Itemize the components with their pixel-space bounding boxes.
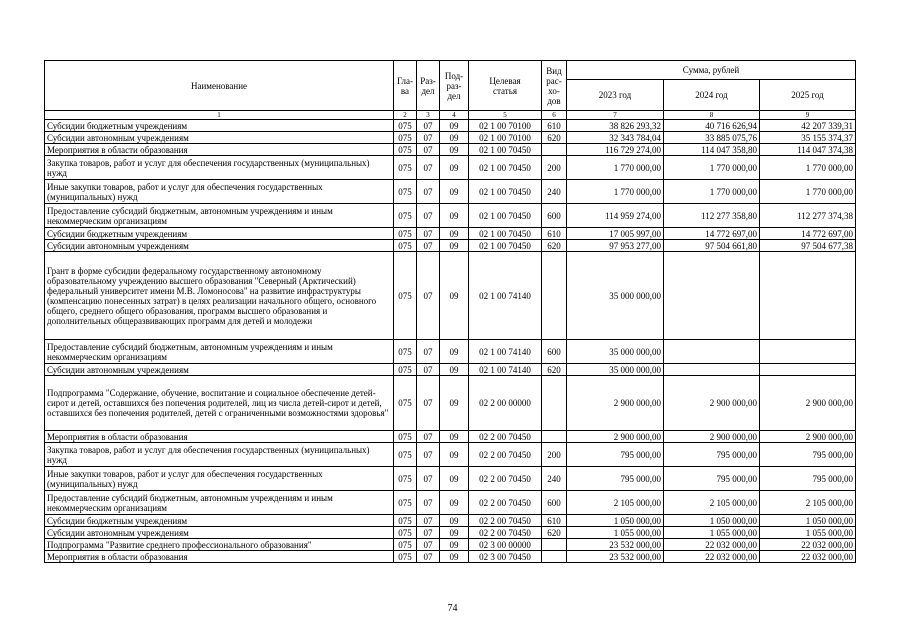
row-amount-2025: 14 772 697,00 [760, 228, 856, 240]
row-amount-2024: 795 000,00 [664, 467, 760, 491]
row-podrazdel: 09 [440, 467, 469, 491]
column-index: 9 [760, 111, 856, 120]
row-amount-2023: 116 729 274,00 [567, 144, 664, 156]
column-index: 2 [394, 111, 417, 120]
row-razdel: 07 [417, 551, 440, 563]
row-glava: 075 [394, 515, 417, 527]
header-glava: Гла- ва [394, 61, 417, 111]
column-index: 4 [440, 111, 469, 120]
row-tselevaya: 02 1 00 70450 [469, 204, 542, 228]
header-razdel: Раз- дел [417, 61, 440, 111]
row-amount-2025: 35 155 374,37 [760, 132, 856, 144]
row-podrazdel: 09 [440, 431, 469, 443]
row-name: Грант в форме субсидии федеральному государственному автономному образовательному учреждению высшего образования "Северный (Арктический) федеральный университет имени М.В. Ломоносова" на развитие инфраструктуры (компенсацию понесенных затрат) в целях реализации начального общего, основного общего, среднего общего образования, программ высшего образования и дополнительных общеразвивающих программ для детей и молодежи [45, 252, 394, 340]
row-podrazdel: 09 [440, 527, 469, 539]
row-name: Подпрограмма "Развитие среднего профессионального образования" [45, 539, 394, 551]
table-row [45, 467, 856, 491]
row-amount-2025: 1 050 000,00 [760, 515, 856, 527]
row-glava: 075 [394, 340, 417, 364]
row-razdel: 07 [417, 340, 440, 364]
row-amount-2023: 795 000,00 [567, 443, 664, 467]
table-row [45, 120, 856, 132]
budget-table [44, 60, 856, 563]
row-amount-2024: 1 770 000,00 [664, 180, 760, 204]
row-amount-2023: 2 900 000,00 [567, 431, 664, 443]
column-index: 3 [417, 111, 440, 120]
row-amount-2025: 1 770 000,00 [760, 156, 856, 180]
row-glava: 075 [394, 527, 417, 539]
header-summa: Сумма, рублей [567, 61, 856, 80]
row-amount-2023: 23 532 000,00 [567, 551, 664, 563]
table-row [45, 515, 856, 527]
row-amount-2024: 14 772 697,00 [664, 228, 760, 240]
row-amount-2025: 795 000,00 [760, 443, 856, 467]
row-amount-2023: 35 000 000,00 [567, 364, 664, 376]
row-name: Мероприятия в области образования [45, 551, 394, 563]
row-vid: 200 [542, 156, 567, 180]
row-amount-2024: 33 885 075,76 [664, 132, 760, 144]
row-name: Мероприятия в области образования [45, 144, 394, 156]
row-amount-2024 [664, 252, 760, 340]
row-amount-2023: 114 959 274,00 [567, 204, 664, 228]
row-name: Субсидии автономным учреждениям [45, 132, 394, 144]
row-amount-2025: 2 900 000,00 [760, 376, 856, 431]
row-razdel: 07 [417, 204, 440, 228]
table-row [45, 364, 856, 376]
row-vid [542, 144, 567, 156]
row-amount-2023: 1 050 000,00 [567, 515, 664, 527]
row-glava: 075 [394, 539, 417, 551]
row-razdel: 07 [417, 120, 440, 132]
row-amount-2025: 97 504 677,38 [760, 240, 856, 252]
row-amount-2023: 35 000 000,00 [567, 340, 664, 364]
column-index: 1 [45, 111, 394, 120]
row-amount-2023: 32 343 784,04 [567, 132, 664, 144]
row-tselevaya: 02 2 00 70450 [469, 491, 542, 515]
row-amount-2025: 2 900 000,00 [760, 431, 856, 443]
row-amount-2024: 2 900 000,00 [664, 431, 760, 443]
row-razdel: 07 [417, 180, 440, 204]
row-razdel: 07 [417, 156, 440, 180]
row-podrazdel: 09 [440, 144, 469, 156]
row-vid: 610 [542, 515, 567, 527]
row-vid [542, 539, 567, 551]
row-amount-2025: 112 277 374,38 [760, 204, 856, 228]
row-podrazdel: 09 [440, 340, 469, 364]
row-vid [542, 252, 567, 340]
row-name: Субсидии бюджетным учреждениям [45, 515, 394, 527]
row-podrazdel: 09 [440, 120, 469, 132]
row-amount-2024: 1 770 000,00 [664, 156, 760, 180]
row-amount-2024: 114 047 358,80 [664, 144, 760, 156]
table-row [45, 443, 856, 467]
row-podrazdel: 09 [440, 539, 469, 551]
row-vid: 600 [542, 204, 567, 228]
table-row [45, 228, 856, 240]
row-glava: 075 [394, 443, 417, 467]
row-vid: 600 [542, 340, 567, 364]
row-amount-2024 [664, 364, 760, 376]
row-razdel: 07 [417, 431, 440, 443]
column-index: 7 [567, 111, 664, 120]
row-amount-2025: 2 105 000,00 [760, 491, 856, 515]
row-amount-2024: 22 032 000,00 [664, 551, 760, 563]
row-amount-2024: 112 277 358,80 [664, 204, 760, 228]
header-year-2024: 2024 год [664, 80, 760, 111]
table-row [45, 240, 856, 252]
row-amount-2023: 1 055 000,00 [567, 527, 664, 539]
table-row [45, 252, 856, 340]
row-razdel: 07 [417, 132, 440, 144]
row-glava: 075 [394, 551, 417, 563]
row-tselevaya: 02 1 00 70100 [469, 120, 542, 132]
row-podrazdel: 09 [440, 156, 469, 180]
row-razdel: 07 [417, 491, 440, 515]
row-vid [542, 551, 567, 563]
row-glava: 075 [394, 180, 417, 204]
row-amount-2024: 22 032 000,00 [664, 539, 760, 551]
row-amount-2025 [760, 340, 856, 364]
row-glava: 075 [394, 491, 417, 515]
row-podrazdel: 09 [440, 240, 469, 252]
row-amount-2023: 1 770 000,00 [567, 156, 664, 180]
row-razdel: 07 [417, 443, 440, 467]
row-amount-2025: 1 055 000,00 [760, 527, 856, 539]
row-glava: 075 [394, 156, 417, 180]
table-row [45, 431, 856, 443]
row-amount-2025 [760, 252, 856, 340]
row-amount-2023: 35 000 000,00 [567, 252, 664, 340]
table-row [45, 144, 856, 156]
row-podrazdel: 09 [440, 252, 469, 340]
row-vid: 240 [542, 467, 567, 491]
row-name: Закупка товаров, работ и услуг для обеспечения государственных (муниципальных) нужд [45, 443, 394, 467]
row-podrazdel: 09 [440, 364, 469, 376]
row-name: Предоставление субсидий бюджетным, автономным учреждениям и иным некоммерческим организациям [45, 340, 394, 364]
row-podrazdel: 09 [440, 551, 469, 563]
row-tselevaya: 02 3 00 70450 [469, 551, 542, 563]
table-header [45, 61, 856, 120]
row-podrazdel: 09 [440, 228, 469, 240]
column-index: 5 [469, 111, 542, 120]
row-amount-2024: 40 716 626,94 [664, 120, 760, 132]
header-year-2023: 2023 год [567, 80, 664, 111]
table-row [45, 376, 856, 431]
row-amount-2025: 114 047 374,38 [760, 144, 856, 156]
row-amount-2024: 795 000,00 [664, 443, 760, 467]
row-tselevaya: 02 1 00 74140 [469, 364, 542, 376]
row-glava: 075 [394, 364, 417, 376]
table-row [45, 180, 856, 204]
header-vid: Вид рас- хо- дов [542, 61, 567, 111]
row-vid: 620 [542, 364, 567, 376]
row-vid: 600 [542, 491, 567, 515]
row-vid: 240 [542, 180, 567, 204]
row-glava: 075 [394, 144, 417, 156]
row-vid: 610 [542, 228, 567, 240]
row-name: Субсидии бюджетным учреждениям [45, 228, 394, 240]
row-amount-2023: 38 826 293,32 [567, 120, 664, 132]
row-tselevaya: 02 1 00 70450 [469, 180, 542, 204]
row-tselevaya: 02 2 00 70450 [469, 467, 542, 491]
column-index: 6 [542, 111, 567, 120]
row-razdel: 07 [417, 376, 440, 431]
row-name: Закупка товаров, работ и услуг для обеспечения государственных (муниципальных) нужд [45, 156, 394, 180]
row-podrazdel: 09 [440, 376, 469, 431]
row-razdel: 07 [417, 252, 440, 340]
row-amount-2023: 1 770 000,00 [567, 180, 664, 204]
row-podrazdel: 09 [440, 132, 469, 144]
row-tselevaya: 02 2 00 70450 [469, 515, 542, 527]
row-glava: 075 [394, 204, 417, 228]
row-amount-2025: 1 770 000,00 [760, 180, 856, 204]
row-amount-2024 [664, 340, 760, 364]
row-podrazdel: 09 [440, 491, 469, 515]
row-vid: 610 [542, 120, 567, 132]
row-tselevaya: 02 2 00 70450 [469, 443, 542, 467]
row-glava: 075 [394, 228, 417, 240]
row-name: Мероприятия в области образования [45, 431, 394, 443]
row-tselevaya: 02 3 00 00000 [469, 539, 542, 551]
row-glava: 075 [394, 252, 417, 340]
row-tselevaya: 02 1 00 70100 [469, 132, 542, 144]
row-vid: 620 [542, 240, 567, 252]
row-amount-2023: 795 000,00 [567, 467, 664, 491]
table-row [45, 491, 856, 515]
row-amount-2025: 42 207 339,31 [760, 120, 856, 132]
row-tselevaya: 02 1 00 74140 [469, 340, 542, 364]
row-razdel: 07 [417, 228, 440, 240]
row-razdel: 07 [417, 364, 440, 376]
table-row [45, 204, 856, 228]
row-glava: 075 [394, 376, 417, 431]
row-amount-2024: 1 055 000,00 [664, 527, 760, 539]
row-name: Подпрограмма "Содержание, обучение, воспитание и социальное обеспечение детей-сирот и детей, оставшихся без попечения родителей, лиц из числа детей-сирот и детей, оставшихся без попечения родителей, детей с ограниченными возможностями здоровья" [45, 376, 394, 431]
row-podrazdel: 09 [440, 180, 469, 204]
row-vid: 200 [542, 443, 567, 467]
row-name: Субсидии бюджетным учреждениям [45, 120, 394, 132]
table-row [45, 340, 856, 364]
row-name: Предоставление субсидий бюджетным, автономным учреждениям и иным некоммерческим организациям [45, 491, 394, 515]
row-podrazdel: 09 [440, 204, 469, 228]
row-amount-2025: 22 032 000,00 [760, 551, 856, 563]
row-glava: 075 [394, 132, 417, 144]
row-podrazdel: 09 [440, 443, 469, 467]
row-name: Иные закупки товаров, работ и услуг для обеспечения государственных (муниципальных) нужд [45, 467, 394, 491]
row-amount-2023: 97 953 277,00 [567, 240, 664, 252]
row-vid: 620 [542, 527, 567, 539]
table-row [45, 132, 856, 144]
column-index-row [45, 111, 856, 120]
row-tselevaya: 02 1 00 70450 [469, 156, 542, 180]
row-name: Предоставление субсидий бюджетным, автономным учреждениям и иным некоммерческим организациям [45, 204, 394, 228]
row-name: Субсидии автономным учреждениям [45, 364, 394, 376]
table-row [45, 156, 856, 180]
table-row [45, 539, 856, 551]
page-number: 74 [447, 603, 458, 614]
row-amount-2023: 2 105 000,00 [567, 491, 664, 515]
header-tselevaya: Целевая статья [469, 61, 542, 111]
row-tselevaya: 02 1 00 74140 [469, 252, 542, 340]
row-glava: 075 [394, 240, 417, 252]
header-name: Наименование [45, 61, 394, 111]
row-vid: 620 [542, 132, 567, 144]
row-razdel: 07 [417, 144, 440, 156]
row-tselevaya: 02 2 00 70450 [469, 527, 542, 539]
row-razdel: 07 [417, 515, 440, 527]
row-amount-2025: 22 032 000,00 [760, 539, 856, 551]
row-name: Субсидии автономным учреждениям [45, 240, 394, 252]
header-podrazdel: Под- раз- дел [440, 61, 469, 111]
row-tselevaya: 02 1 00 70450 [469, 240, 542, 252]
row-vid [542, 431, 567, 443]
row-amount-2024: 2 900 000,00 [664, 376, 760, 431]
row-tselevaya: 02 2 00 70450 [469, 431, 542, 443]
row-tselevaya: 02 1 00 70450 [469, 144, 542, 156]
row-tselevaya: 02 1 00 70450 [469, 228, 542, 240]
row-razdel: 07 [417, 539, 440, 551]
row-name: Субсидии автономным учреждениям [45, 527, 394, 539]
row-amount-2024: 2 105 000,00 [664, 491, 760, 515]
table-row [45, 527, 856, 539]
table-row [45, 551, 856, 563]
header-year-2025: 2025 год [760, 80, 856, 111]
row-name: Иные закупки товаров, работ и услуг для обеспечения государственных (муниципальных) нужд [45, 180, 394, 204]
row-tselevaya: 02 2 00 00000 [469, 376, 542, 431]
table-body [45, 120, 856, 563]
row-glava: 075 [394, 120, 417, 132]
row-amount-2024: 1 050 000,00 [664, 515, 760, 527]
row-glava: 075 [394, 431, 417, 443]
row-amount-2025: 795 000,00 [760, 467, 856, 491]
row-amount-2023: 23 532 000,00 [567, 539, 664, 551]
row-amount-2025 [760, 364, 856, 376]
row-amount-2023: 17 005 997,00 [567, 228, 664, 240]
row-amount-2023: 2 900 000,00 [567, 376, 664, 431]
row-glava: 075 [394, 467, 417, 491]
row-podrazdel: 09 [440, 515, 469, 527]
row-razdel: 07 [417, 240, 440, 252]
row-razdel: 07 [417, 467, 440, 491]
row-vid [542, 376, 567, 431]
row-amount-2024: 97 504 661,80 [664, 240, 760, 252]
row-razdel: 07 [417, 527, 440, 539]
column-index: 8 [664, 111, 760, 120]
